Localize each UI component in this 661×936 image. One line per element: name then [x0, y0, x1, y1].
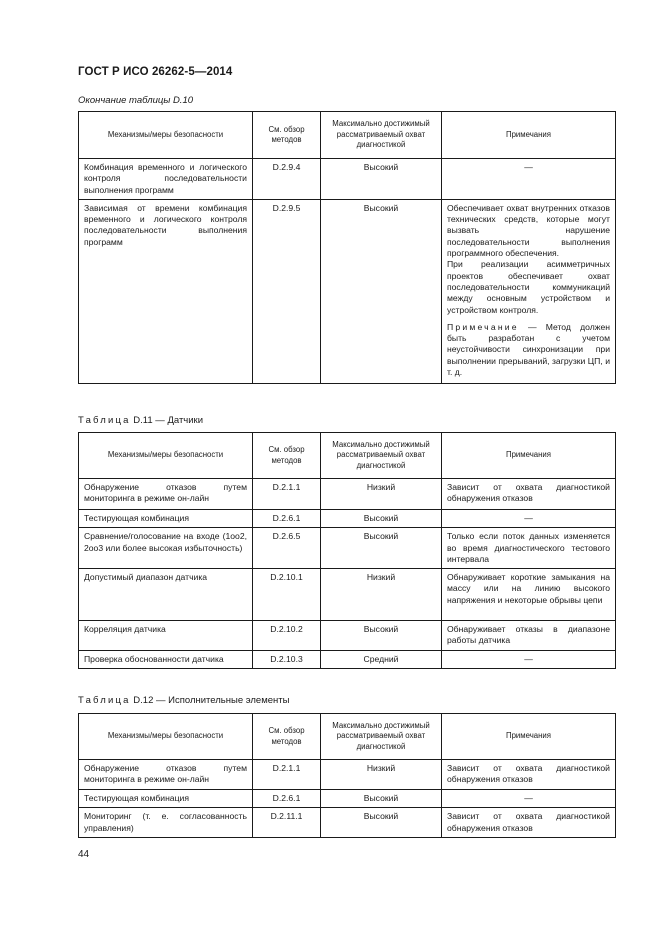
header-see-review: См. обзор методов [253, 112, 321, 159]
cell-ref: D.2.6.1 [253, 510, 321, 528]
table-row [79, 479, 616, 510]
cell-ref: D.2.6.5 [253, 528, 321, 569]
table-title: D.12 — Исполнительные элементы [133, 695, 290, 706]
cell-ref: D.2.6.1 [253, 790, 321, 808]
header-notes: Примечания [442, 714, 616, 760]
table-header-row [79, 714, 616, 760]
header-max-coverage: Максимально достижимый рассматриваемый охват диагностикой [321, 714, 442, 760]
table-header-row [79, 112, 616, 159]
table-title: D.11 — Датчики [133, 415, 204, 426]
header-max-coverage: Максимально достижимый рассматриваемый охват диагностикой [321, 112, 442, 159]
table-row [79, 651, 616, 669]
cell-coverage: Средний [321, 651, 442, 669]
table-d12 [78, 713, 616, 838]
table-header-row [79, 433, 616, 479]
cell-coverage: Высокий [321, 528, 442, 569]
cell-mechanism: Обнаружение отказов путем мониторинга в режиме он-лайн [79, 760, 253, 790]
cell-coverage: Высокий [321, 159, 442, 200]
cell-ref: D.2.10.1 [253, 569, 321, 621]
cell-coverage: Низкий [321, 569, 442, 621]
note-label: Примечание [447, 321, 519, 332]
cell-mechanism: Тестирующая комбинация [79, 510, 253, 528]
cell-coverage: Высокий [321, 510, 442, 528]
table-row [79, 808, 616, 838]
header-notes: Примечания [442, 433, 616, 479]
cell-ref: D.2.1.1 [253, 479, 321, 510]
cell-note: — [442, 159, 616, 200]
note-paragraph: — Метод должен быть разработан с учетом неустойчивости синхронизации при выполнении прерываний, загрузки ЦП, и т. д. [447, 321, 610, 378]
cell-mechanism: Зависимая от времени комбинация временного и логического контроля последовательности выполнения программ [79, 199, 253, 383]
cell-coverage: Высокий [321, 790, 442, 808]
document-standard-title: ГОСТ Р ИСО 26262-5—2014 [78, 66, 233, 78]
cell-mechanism: Мониторинг (т. е. согласованность управления) [79, 808, 253, 838]
cell-mechanism: Проверка обоснованности датчика [79, 651, 253, 669]
cell-mechanism: Обнаружение отказов путем мониторинга в режиме он-лайн [79, 479, 253, 510]
page-number: 44 [78, 849, 90, 860]
cell-mechanism: Сравнение/голосование на входе (1oo2, 2oo3 или более высокая избыточность) [79, 528, 253, 569]
header-see-review: См. обзор методов [253, 433, 321, 479]
table-row [79, 621, 616, 651]
cell-note: Только если поток данных изменяется во время диагностического тестового интервала [442, 528, 616, 569]
cell-mechanism: Тестирующая комбинация [79, 790, 253, 808]
header-mechanism: Механизмы/меры безопасности [79, 112, 253, 159]
table-row [79, 569, 616, 621]
cell-coverage: Высокий [321, 199, 442, 383]
table-d11-caption [78, 415, 203, 426]
table-row [79, 790, 616, 808]
cell-coverage: Низкий [321, 760, 442, 790]
cell-coverage: Низкий [321, 479, 442, 510]
table-row [79, 199, 616, 383]
table-d12-caption [78, 695, 289, 706]
header-see-review: См. обзор методов [253, 714, 321, 760]
cell-note: Обнаруживает отказы в диапазоне работы датчика [442, 621, 616, 651]
cell-note: Обнаруживает короткие замыкания на массу или на линию высокого напряжения и некоторые обрывы цепи [442, 569, 616, 621]
table-row [79, 510, 616, 528]
cell-note: — [442, 651, 616, 669]
cell-ref: D.2.10.2 [253, 621, 321, 651]
header-mechanism: Механизмы/меры безопасности [79, 714, 253, 760]
cell-coverage: Высокий [321, 808, 442, 838]
cell-note: Зависит от охвата диагностикой обнаружения отказов [442, 760, 616, 790]
cell-coverage: Высокий [321, 621, 442, 651]
table-d11 [78, 432, 616, 669]
cell-mechanism: Комбинация временного и логического контроля последовательности выполнения программ [79, 159, 253, 200]
cell-ref: D.2.1.1 [253, 760, 321, 790]
note-paragraph: Обеспечивает охват внутренних отказов технических средств, которые могут вызвать нарушение последовательности выполнения программного обеспечения. [447, 202, 610, 259]
header-notes: Примечания [442, 112, 616, 159]
cell-ref: D.2.9.5 [253, 199, 321, 383]
cell-note [442, 199, 616, 383]
cell-ref: D.2.9.4 [253, 159, 321, 200]
table-row [79, 760, 616, 790]
note-paragraph: При реализации асимметричных проектов обеспечивает охват последовательности коммуникаций между основным устройством и устройством контроля. [447, 259, 610, 315]
cell-note: Зависит от охвата диагностикой обнаружения отказов [442, 479, 616, 510]
table-word: Таблица [78, 695, 131, 706]
cell-mechanism: Допустимый диапазон датчика [79, 569, 253, 621]
cell-ref: D.2.10.3 [253, 651, 321, 669]
cell-mechanism: Корреляция датчика [79, 621, 253, 651]
header-mechanism: Механизмы/меры безопасности [79, 433, 253, 479]
table-d10-caption: Окончание таблицы D.10 [78, 95, 194, 106]
cell-note: — [442, 510, 616, 528]
header-max-coverage: Максимально достижимый рассматриваемый охват диагностикой [321, 433, 442, 479]
table-word: Таблица [78, 415, 131, 426]
cell-note: Зависит от охвата диагностикой обнаружения отказов [442, 808, 616, 838]
table-row [79, 159, 616, 200]
table-row [79, 528, 616, 569]
cell-ref: D.2.11.1 [253, 808, 321, 838]
table-d10 [78, 111, 616, 384]
cell-note: — [442, 790, 616, 808]
